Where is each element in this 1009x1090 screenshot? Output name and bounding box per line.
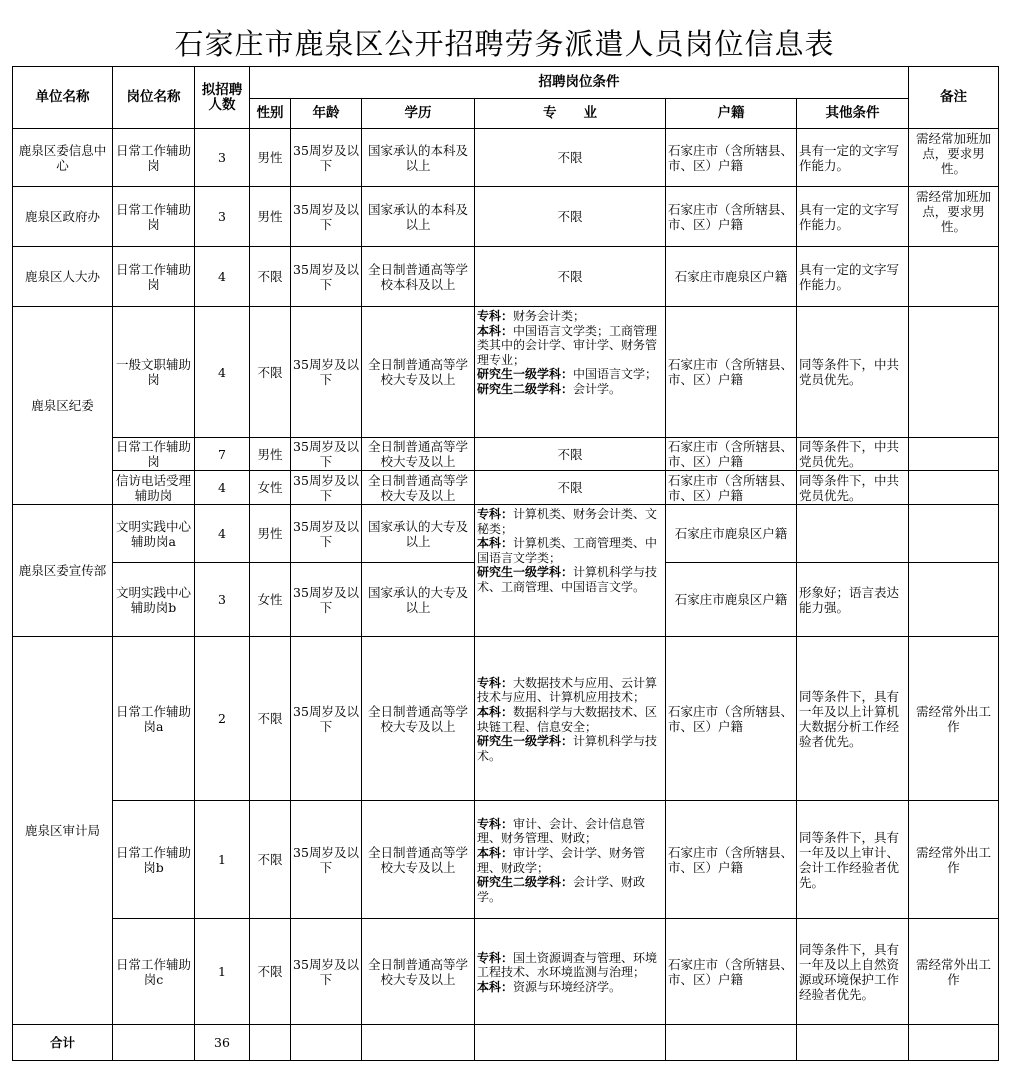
hukou-cell: 石家庄市（含所辖县、市、区）户籍 [666, 307, 797, 438]
major-label: 本科： [477, 845, 514, 860]
total-empty [291, 1025, 362, 1061]
hukou-cell: 石家庄市（含所辖县、市、区）户籍 [666, 129, 797, 187]
count-cell: 2 [195, 637, 250, 801]
major-cell [475, 801, 666, 919]
total-empty [909, 1025, 999, 1061]
age-cell: 35周岁及以下 [291, 801, 362, 919]
remark-cell: 需经常加班加点，要求男性。 [909, 187, 999, 247]
post-cell: 文明实践中心辅助岗a [113, 505, 195, 563]
total-row [13, 1025, 999, 1061]
major-label: 研究生一级学科： [477, 367, 574, 382]
unit-cell: 鹿泉区纪委 [13, 307, 113, 505]
table-row [13, 247, 999, 307]
post-cell: 日常工作辅助岗 [113, 187, 195, 247]
major-label: 专科： [477, 675, 514, 690]
major-label: 专科： [477, 507, 514, 521]
page-title: 石家庄市鹿泉区公开招聘劳务派遣人员岗位信息表 [174, 27, 835, 61]
age-cell: 35周岁及以下 [291, 505, 362, 563]
remark-cell: 需经常外出工作 [909, 637, 999, 801]
major-label: 本科： [477, 704, 514, 719]
other-cell: 同等条件下，具有一年及以上自然资源或环境保护工作经验者优先。 [797, 919, 909, 1025]
age-cell: 35周岁及以下 [291, 187, 362, 247]
major-cell: 不限 [475, 471, 666, 505]
major-label: 研究生一级学科： [477, 734, 574, 749]
unit-cell: 鹿泉区委宣传部 [13, 505, 113, 637]
table-row [13, 801, 999, 919]
gender-cell: 女性 [250, 563, 291, 637]
hukou-cell: 石家庄市（含所辖县、市、区）户籍 [666, 919, 797, 1025]
table-row [13, 471, 999, 505]
major-label: 本科： [477, 323, 514, 338]
header-row [13, 67, 999, 99]
count-cell: 1 [195, 919, 250, 1025]
hukou-cell: 石家庄市（含所辖县、市、区）户籍 [666, 801, 797, 919]
header-remark: 备注 [909, 67, 999, 129]
major-text: 中国语言文学类；工商管理类其中的会计学、审计学、财务管理专业； [477, 323, 658, 367]
other-cell: 同等条件下，中共党员优先。 [797, 307, 909, 438]
other-cell: 同等条件下，中共党员优先。 [797, 471, 909, 505]
remark-cell: 需经常外出工作 [909, 919, 999, 1025]
gender-cell: 男性 [250, 129, 291, 187]
major-text: 大数据技术与应用、云计算技术与应用、计算机应用技术； [477, 675, 658, 705]
header-unit: 单位名称 [13, 67, 113, 129]
total-empty [250, 1025, 291, 1061]
major-label: 本科： [477, 536, 514, 551]
gender-cell: 男性 [250, 505, 291, 563]
other-cell: 具有一定的文字写作能力。 [797, 187, 909, 247]
major-text: 会计学。 [573, 381, 622, 396]
remark-cell [909, 471, 999, 505]
count-cell: 3 [195, 129, 250, 187]
total-empty [362, 1025, 475, 1061]
edu-cell: 全日制普通高等学校本科及以上 [362, 247, 475, 307]
age-cell: 35周岁及以下 [291, 129, 362, 187]
header-count: 拟招聘人数 [195, 67, 250, 129]
edu-cell: 全日制普通高等学校大专及以上 [362, 307, 475, 438]
gender-cell: 不限 [250, 637, 291, 801]
count-cell: 1 [195, 801, 250, 919]
age-cell: 35周岁及以下 [291, 919, 362, 1025]
unit-cell: 鹿泉区委信息中心 [13, 129, 113, 187]
major-text: 财务会计类； [513, 309, 586, 323]
count-cell: 4 [195, 307, 250, 438]
other-cell: 形象好；语言表达能力强。 [797, 563, 909, 637]
post-cell: 日常工作辅助岗a [113, 637, 195, 801]
other-cell: 同等条件下，具有一年及以上计算机大数据分析工作经验者优先。 [797, 637, 909, 801]
total-empty [666, 1025, 797, 1061]
edu-cell: 国家承认的大专及以上 [362, 505, 475, 563]
major-text: 计算机类、工商管理类、中国语言文学类； [477, 536, 658, 565]
other-cell: 具有一定的文字写作能力。 [797, 129, 909, 187]
header-other: 其他条件 [797, 99, 909, 129]
gender-cell: 不限 [250, 919, 291, 1025]
edu-cell: 全日制普通高等学校大专及以上 [362, 438, 475, 471]
major-text: 计算机科学与技术、工商管理、中国语言文学。 [477, 565, 658, 594]
major-label: 研究生一级学科： [477, 565, 574, 580]
remark-cell [909, 247, 999, 307]
major-label: 研究生二级学科： [477, 875, 574, 890]
gender-cell: 不限 [250, 801, 291, 919]
header-conditions: 招聘岗位条件 [250, 67, 909, 99]
major-text: 数据科学与大数据技术、区块链工程、信息安全； [477, 704, 658, 734]
remark-cell [909, 563, 999, 637]
edu-cell: 国家承认的大专及以上 [362, 563, 475, 637]
major-text: 计算机类、财务会计类、文秘类； [477, 507, 658, 536]
post-cell: 信访电话受理辅助岗 [113, 471, 195, 505]
hukou-cell: 石家庄市（含所辖县、市、区）户籍 [666, 187, 797, 247]
major-text: 审计、会计、会计信息管理、财务管理、财政； [477, 816, 646, 846]
total-empty [797, 1025, 909, 1061]
gender-cell: 男性 [250, 187, 291, 247]
count-cell: 4 [195, 471, 250, 505]
hukou-cell: 石家庄市（含所辖县、市、区）户籍 [666, 637, 797, 801]
major-text: 中国语言文学； [573, 367, 658, 382]
age-cell: 35周岁及以下 [291, 637, 362, 801]
age-cell: 35周岁及以下 [291, 438, 362, 471]
major-cell [475, 505, 666, 637]
header-post: 岗位名称 [113, 67, 195, 129]
total-count: 36 [195, 1025, 250, 1061]
major-label: 专科： [477, 950, 514, 965]
count-cell: 3 [195, 563, 250, 637]
total-empty [113, 1025, 195, 1061]
major-label: 研究生二级学科： [477, 381, 574, 396]
other-cell: 同等条件下，具有一年及以上审计、会计工作经验者优先。 [797, 801, 909, 919]
total-empty [475, 1025, 666, 1061]
other-cell: 同等条件下，中共党员优先。 [797, 438, 909, 471]
post-cell: 日常工作辅助岗 [113, 438, 195, 471]
edu-cell: 全日制普通高等学校大专及以上 [362, 801, 475, 919]
major-text: 审计学、会计学、财务管理、财政学； [477, 845, 646, 875]
gender-cell: 女性 [250, 471, 291, 505]
age-cell: 35周岁及以下 [291, 563, 362, 637]
major-cell: 不限 [475, 438, 666, 471]
hukou-cell: 石家庄市（含所辖县、市、区）户籍 [666, 438, 797, 471]
post-cell: 日常工作辅助岗b [113, 801, 195, 919]
remark-cell: 需经常加班加点，要求男性。 [909, 129, 999, 187]
post-cell: 日常工作辅助岗 [113, 129, 195, 187]
major-label: 本科： [477, 979, 514, 994]
header-age: 年龄 [291, 99, 362, 129]
hukou-cell: 石家庄市鹿泉区户籍 [666, 563, 797, 637]
hukou-cell: 石家庄市（含所辖县、市、区）户籍 [666, 471, 797, 505]
major-text: 会计学、财政学。 [477, 875, 646, 904]
major-cell: 不限 [475, 187, 666, 247]
edu-cell: 全日制普通高等学校大专及以上 [362, 637, 475, 801]
major-cell [475, 919, 666, 1025]
edu-cell: 全日制普通高等学校大专及以上 [362, 919, 475, 1025]
header-edu: 学历 [362, 99, 475, 129]
edu-cell: 国家承认的本科及以上 [362, 129, 475, 187]
table-row [13, 307, 999, 438]
remark-cell [909, 307, 999, 438]
table-row [13, 637, 999, 801]
major-text: 资源与环境经济学。 [513, 979, 622, 994]
major-label: 专科： [477, 816, 514, 831]
gender-cell: 不限 [250, 307, 291, 438]
count-cell: 4 [195, 247, 250, 307]
age-cell: 35周岁及以下 [291, 247, 362, 307]
header-gender: 性别 [250, 99, 291, 129]
post-cell: 一般文职辅助岗 [113, 307, 195, 438]
age-cell: 35周岁及以下 [291, 471, 362, 505]
count-cell: 7 [195, 438, 250, 471]
hukou-cell: 石家庄市鹿泉区户籍 [666, 505, 797, 563]
remark-cell: 需经常外出工作 [909, 801, 999, 919]
edu-cell: 国家承认的本科及以上 [362, 187, 475, 247]
age-cell: 35周岁及以下 [291, 307, 362, 438]
major-text: 计算机科学与技术。 [477, 734, 658, 763]
major-label: 专科： [477, 309, 514, 323]
major-cell [475, 637, 666, 801]
other-cell [797, 505, 909, 563]
table-row [13, 129, 999, 187]
major-cell: 不限 [475, 247, 666, 307]
hukou-cell: 石家庄市鹿泉区户籍 [666, 247, 797, 307]
table-row [13, 919, 999, 1025]
count-cell: 4 [195, 505, 250, 563]
major-cell: 不限 [475, 129, 666, 187]
unit-cell: 鹿泉区政府办 [13, 187, 113, 247]
unit-cell: 鹿泉区审计局 [13, 637, 113, 1025]
remark-cell [909, 438, 999, 471]
table-row [13, 505, 999, 563]
other-cell: 具有一定的文字写作能力。 [797, 247, 909, 307]
major-text: 国土资源调查与管理、环境工程技术、水环境监测与治理； [477, 950, 658, 980]
header-major: 专 业 [475, 99, 666, 129]
table-row [13, 438, 999, 471]
post-cell: 日常工作辅助岗c [113, 919, 195, 1025]
count-cell: 3 [195, 187, 250, 247]
gender-cell: 男性 [250, 438, 291, 471]
post-cell: 日常工作辅助岗 [113, 247, 195, 307]
table-row [13, 187, 999, 247]
post-cell: 文明实践中心辅助岗b [113, 563, 195, 637]
gender-cell: 不限 [250, 247, 291, 307]
remark-cell [909, 505, 999, 563]
header-hukou: 户籍 [666, 99, 797, 129]
total-label: 合计 [13, 1025, 113, 1061]
positions-table [12, 66, 999, 1061]
major-cell [475, 307, 666, 438]
unit-cell: 鹿泉区人大办 [13, 247, 113, 307]
edu-cell: 全日制普通高等学校大专及以上 [362, 471, 475, 505]
